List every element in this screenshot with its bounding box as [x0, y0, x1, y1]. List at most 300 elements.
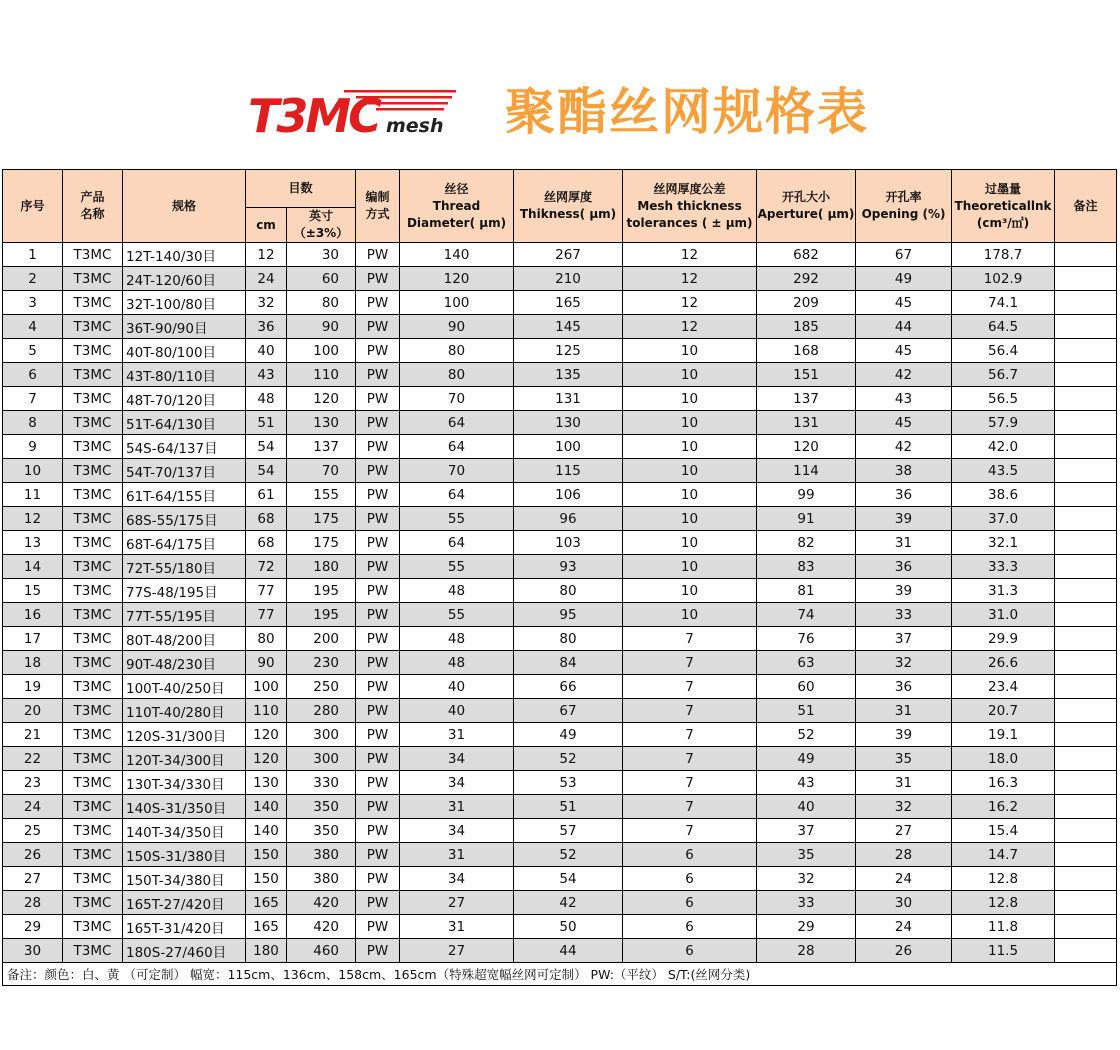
- table-row: [3, 531, 1117, 555]
- cell-opening: 39: [856, 579, 952, 603]
- cell-thickness: 115: [514, 459, 623, 483]
- cell-mesh-inch: 230: [287, 651, 356, 675]
- cell-opening: 49: [856, 267, 952, 291]
- cell-aperture: 151: [757, 363, 856, 387]
- cell-remark: [1055, 387, 1117, 411]
- cell-opening: 42: [856, 435, 952, 459]
- cell-product: T3MC: [63, 531, 123, 555]
- cell-weave: PW: [356, 891, 400, 915]
- col-header-spec: 规格: [123, 170, 246, 243]
- table-row: [3, 843, 1117, 867]
- cell-weave: PW: [356, 627, 400, 651]
- cell-thickness: 131: [514, 387, 623, 411]
- cell-aperture: 32: [757, 867, 856, 891]
- cell-mesh-inch: 200: [287, 627, 356, 651]
- cell-opening: 43: [856, 387, 952, 411]
- cell-thread-diameter: 34: [400, 819, 514, 843]
- cell-aperture: 43: [757, 771, 856, 795]
- cell-aperture: 74: [757, 603, 856, 627]
- logo-suffix-text: mesh: [386, 115, 444, 137]
- cell-remark: [1055, 819, 1117, 843]
- cell-tolerance: 10: [623, 363, 757, 387]
- cell-thickness: 66: [514, 675, 623, 699]
- cell-thickness: 52: [514, 843, 623, 867]
- cell-tolerance: 7: [623, 675, 757, 699]
- cell-ink: 57.9: [952, 411, 1055, 435]
- cell-weave: PW: [356, 723, 400, 747]
- cell-mesh-inch: 175: [287, 507, 356, 531]
- cell-mesh-cm: 120: [246, 747, 287, 771]
- cell-opening: 32: [856, 651, 952, 675]
- cell-remark: [1055, 483, 1117, 507]
- cell-spec: 140S-31/350目: [123, 795, 246, 819]
- table-row: [3, 675, 1117, 699]
- cell-mesh-inch: 175: [287, 531, 356, 555]
- cell-weave: PW: [356, 435, 400, 459]
- cell-thickness: 100: [514, 435, 623, 459]
- cell-mesh-cm: 68: [246, 507, 287, 531]
- cell-tolerance: 10: [623, 387, 757, 411]
- cell-tolerance: 10: [623, 555, 757, 579]
- cell-spec: 120S-31/300目: [123, 723, 246, 747]
- cell-weave: PW: [356, 675, 400, 699]
- cell-no: 16: [3, 603, 63, 627]
- cell-opening: 24: [856, 915, 952, 939]
- cell-aperture: 99: [757, 483, 856, 507]
- cell-product: T3MC: [63, 891, 123, 915]
- cell-no: 1: [3, 243, 63, 267]
- cell-mesh-inch: 137: [287, 435, 356, 459]
- cell-tolerance: 7: [623, 699, 757, 723]
- cell-thickness: 53: [514, 771, 623, 795]
- cell-tolerance: 10: [623, 339, 757, 363]
- cell-thickness: 165: [514, 291, 623, 315]
- cell-opening: 24: [856, 867, 952, 891]
- table-row: [3, 699, 1117, 723]
- cell-thickness: 106: [514, 483, 623, 507]
- cell-spec: 12T-140/30目: [123, 243, 246, 267]
- page-header: [0, 0, 1120, 165]
- cell-ink: 18.0: [952, 747, 1055, 771]
- table-row: [3, 339, 1117, 363]
- cell-product: T3MC: [63, 315, 123, 339]
- cell-spec: 100T-40/250目: [123, 675, 246, 699]
- cell-no: 18: [3, 651, 63, 675]
- cell-spec: 54S-64/137目: [123, 435, 246, 459]
- cell-ink: 29.9: [952, 627, 1055, 651]
- cell-opening: 45: [856, 339, 952, 363]
- cell-opening: 39: [856, 507, 952, 531]
- col-header-thread-diameter: 丝径 Thread Diameter( μm): [400, 170, 514, 243]
- cell-tolerance: 6: [623, 939, 757, 963]
- cell-remark: [1055, 411, 1117, 435]
- cell-thread-diameter: 90: [400, 315, 514, 339]
- table-row: [3, 363, 1117, 387]
- cell-aperture: 131: [757, 411, 856, 435]
- table-row: [3, 771, 1117, 795]
- cell-ink: 43.5: [952, 459, 1055, 483]
- cell-tolerance: 7: [623, 819, 757, 843]
- cell-product: T3MC: [63, 915, 123, 939]
- table-row: [3, 723, 1117, 747]
- table-row: [3, 387, 1117, 411]
- cell-opening: 27: [856, 819, 952, 843]
- cell-weave: PW: [356, 531, 400, 555]
- cell-ink: 33.3: [952, 555, 1055, 579]
- cell-thread-diameter: 55: [400, 555, 514, 579]
- table-row: [3, 459, 1117, 483]
- cell-remark: [1055, 435, 1117, 459]
- table-row: [3, 867, 1117, 891]
- cell-thread-diameter: 34: [400, 747, 514, 771]
- cell-thickness: 54: [514, 867, 623, 891]
- cell-no: 29: [3, 915, 63, 939]
- cell-thread-diameter: 48: [400, 627, 514, 651]
- cell-tolerance: 7: [623, 795, 757, 819]
- table-header: [3, 170, 1117, 243]
- cell-product: T3MC: [63, 867, 123, 891]
- cell-spec: 77T-55/195目: [123, 603, 246, 627]
- cell-thread-diameter: 120: [400, 267, 514, 291]
- cell-aperture: 28: [757, 939, 856, 963]
- cell-mesh-cm: 120: [246, 723, 287, 747]
- cell-no: 3: [3, 291, 63, 315]
- cell-weave: PW: [356, 651, 400, 675]
- cell-aperture: 52: [757, 723, 856, 747]
- cell-ink: 19.1: [952, 723, 1055, 747]
- cell-spec: 140T-34/350目: [123, 819, 246, 843]
- col-header-aperture: 开孔大小 Aperture( μm): [757, 170, 856, 243]
- table-row: [3, 483, 1117, 507]
- cell-remark: [1055, 675, 1117, 699]
- cell-spec: 165T-31/420目: [123, 915, 246, 939]
- cell-weave: PW: [356, 387, 400, 411]
- cell-thickness: 103: [514, 531, 623, 555]
- cell-remark: [1055, 627, 1117, 651]
- cell-product: T3MC: [63, 747, 123, 771]
- cell-thickness: 145: [514, 315, 623, 339]
- cell-spec: 130T-34/330目: [123, 771, 246, 795]
- cell-aperture: 29: [757, 915, 856, 939]
- cell-spec: 40T-80/100目: [123, 339, 246, 363]
- cell-mesh-inch: 180: [287, 555, 356, 579]
- cell-thread-diameter: 31: [400, 915, 514, 939]
- cell-ink: 42.0: [952, 435, 1055, 459]
- cell-remark: [1055, 459, 1117, 483]
- cell-weave: PW: [356, 699, 400, 723]
- cell-product: T3MC: [63, 771, 123, 795]
- cell-tolerance: 10: [623, 507, 757, 531]
- cell-spec: 72T-55/180目: [123, 555, 246, 579]
- cell-mesh-inch: 300: [287, 747, 356, 771]
- brand-logo-graphic: [248, 86, 458, 142]
- cell-aperture: 185: [757, 315, 856, 339]
- cell-opening: 28: [856, 843, 952, 867]
- cell-weave: PW: [356, 867, 400, 891]
- cell-thread-diameter: 55: [400, 603, 514, 627]
- cell-remark: [1055, 243, 1117, 267]
- cell-opening: 45: [856, 291, 952, 315]
- cell-mesh-inch: 250: [287, 675, 356, 699]
- spec-table: [2, 169, 1117, 986]
- cell-thickness: 57: [514, 819, 623, 843]
- cell-spec: 36T-90/90目: [123, 315, 246, 339]
- cell-weave: PW: [356, 555, 400, 579]
- cell-product: T3MC: [63, 507, 123, 531]
- cell-tolerance: 12: [623, 291, 757, 315]
- cell-thread-diameter: 34: [400, 771, 514, 795]
- cell-mesh-cm: 100: [246, 675, 287, 699]
- cell-aperture: 33: [757, 891, 856, 915]
- cell-no: 9: [3, 435, 63, 459]
- cell-aperture: 37: [757, 819, 856, 843]
- cell-ink: 16.3: [952, 771, 1055, 795]
- cell-mesh-inch: 60: [287, 267, 356, 291]
- cell-tolerance: 7: [623, 771, 757, 795]
- cell-ink: 26.6: [952, 651, 1055, 675]
- cell-aperture: 292: [757, 267, 856, 291]
- table-row: [3, 291, 1117, 315]
- cell-tolerance: 6: [623, 915, 757, 939]
- cell-weave: PW: [356, 291, 400, 315]
- cell-remark: [1055, 651, 1117, 675]
- cell-aperture: 209: [757, 291, 856, 315]
- cell-tolerance: 12: [623, 315, 757, 339]
- cell-ink: 11.8: [952, 915, 1055, 939]
- cell-mesh-inch: 80: [287, 291, 356, 315]
- cell-ink: 56.4: [952, 339, 1055, 363]
- cell-mesh-cm: 68: [246, 531, 287, 555]
- table-row: [3, 747, 1117, 771]
- cell-ink: 12.8: [952, 891, 1055, 915]
- cell-tolerance: 10: [623, 579, 757, 603]
- cell-mesh-inch: 70: [287, 459, 356, 483]
- cell-mesh-inch: 30: [287, 243, 356, 267]
- cell-no: 6: [3, 363, 63, 387]
- cell-aperture: 63: [757, 651, 856, 675]
- cell-no: 11: [3, 483, 63, 507]
- col-header-thickness-tolerance: 丝网厚度公差 Mesh thickness tolerances ( ± μm): [623, 170, 757, 243]
- table-row: [3, 411, 1117, 435]
- cell-mesh-cm: 32: [246, 291, 287, 315]
- cell-remark: [1055, 603, 1117, 627]
- cell-product: T3MC: [63, 627, 123, 651]
- cell-no: 23: [3, 771, 63, 795]
- cell-mesh-inch: 100: [287, 339, 356, 363]
- cell-no: 25: [3, 819, 63, 843]
- cell-no: 7: [3, 387, 63, 411]
- cell-opening: 36: [856, 555, 952, 579]
- cell-weave: PW: [356, 363, 400, 387]
- table-row: [3, 819, 1117, 843]
- cell-tolerance: 10: [623, 459, 757, 483]
- cell-thickness: 135: [514, 363, 623, 387]
- cell-tolerance: 6: [623, 891, 757, 915]
- cell-thread-diameter: 31: [400, 843, 514, 867]
- cell-remark: [1055, 531, 1117, 555]
- cell-tolerance: 7: [623, 651, 757, 675]
- cell-opening: 38: [856, 459, 952, 483]
- table-row: [3, 507, 1117, 531]
- cell-spec: 80T-48/200目: [123, 627, 246, 651]
- cell-weave: PW: [356, 483, 400, 507]
- cell-thread-diameter: 140: [400, 243, 514, 267]
- cell-opening: 26: [856, 939, 952, 963]
- cell-thread-diameter: 64: [400, 483, 514, 507]
- cell-tolerance: 7: [623, 627, 757, 651]
- cell-weave: PW: [356, 939, 400, 963]
- cell-spec: 68T-64/175目: [123, 531, 246, 555]
- cell-no: 20: [3, 699, 63, 723]
- cell-no: 2: [3, 267, 63, 291]
- cell-thread-diameter: 70: [400, 459, 514, 483]
- cell-mesh-inch: 90: [287, 315, 356, 339]
- cell-mesh-inch: 120: [287, 387, 356, 411]
- cell-product: T3MC: [63, 267, 123, 291]
- logo-brand-text: T3MC: [248, 89, 379, 142]
- table-row: [3, 939, 1117, 963]
- col-header-mesh-inch: 英寸 （±3%）: [287, 208, 356, 243]
- cell-weave: PW: [356, 603, 400, 627]
- cell-spec: 54T-70/137目: [123, 459, 246, 483]
- cell-weave: PW: [356, 315, 400, 339]
- cell-remark: [1055, 939, 1117, 963]
- cell-no: 13: [3, 531, 63, 555]
- cell-remark: [1055, 267, 1117, 291]
- cell-no: 8: [3, 411, 63, 435]
- cell-aperture: 91: [757, 507, 856, 531]
- cell-product: T3MC: [63, 387, 123, 411]
- cell-mesh-inch: 195: [287, 603, 356, 627]
- cell-thread-diameter: 64: [400, 435, 514, 459]
- cell-aperture: 82: [757, 531, 856, 555]
- cell-spec: 43T-80/110目: [123, 363, 246, 387]
- cell-thread-diameter: 80: [400, 363, 514, 387]
- cell-product: T3MC: [63, 243, 123, 267]
- cell-mesh-inch: 350: [287, 819, 356, 843]
- cell-weave: PW: [356, 819, 400, 843]
- cell-mesh-inch: 380: [287, 843, 356, 867]
- cell-remark: [1055, 339, 1117, 363]
- cell-aperture: 114: [757, 459, 856, 483]
- cell-ink: 16.2: [952, 795, 1055, 819]
- cell-mesh-cm: 150: [246, 867, 287, 891]
- cell-product: T3MC: [63, 435, 123, 459]
- cell-product: T3MC: [63, 819, 123, 843]
- cell-thread-diameter: 27: [400, 891, 514, 915]
- cell-thread-diameter: 34: [400, 867, 514, 891]
- cell-opening: 32: [856, 795, 952, 819]
- cell-tolerance: 10: [623, 411, 757, 435]
- cell-opening: 31: [856, 531, 952, 555]
- cell-thread-diameter: 100: [400, 291, 514, 315]
- cell-opening: 44: [856, 315, 952, 339]
- cell-product: T3MC: [63, 939, 123, 963]
- cell-mesh-cm: 140: [246, 819, 287, 843]
- cell-remark: [1055, 723, 1117, 747]
- cell-product: T3MC: [63, 603, 123, 627]
- cell-ink: 178.7: [952, 243, 1055, 267]
- cell-product: T3MC: [63, 843, 123, 867]
- cell-product: T3MC: [63, 723, 123, 747]
- cell-spec: 110T-40/280目: [123, 699, 246, 723]
- cell-thickness: 44: [514, 939, 623, 963]
- cell-tolerance: 7: [623, 723, 757, 747]
- cell-mesh-inch: 460: [287, 939, 356, 963]
- cell-no: 27: [3, 867, 63, 891]
- cell-product: T3MC: [63, 339, 123, 363]
- cell-mesh-cm: 51: [246, 411, 287, 435]
- cell-remark: [1055, 747, 1117, 771]
- cell-thickness: 42: [514, 891, 623, 915]
- cell-thickness: 84: [514, 651, 623, 675]
- table-row: [3, 627, 1117, 651]
- col-header-thickness: 丝网厚度 Thikness( μm): [514, 170, 623, 243]
- cell-tolerance: 12: [623, 243, 757, 267]
- cell-spec: 48T-70/120目: [123, 387, 246, 411]
- brand-logo: [248, 86, 458, 142]
- cell-remark: [1055, 867, 1117, 891]
- col-header-mesh-cm: cm: [246, 208, 287, 243]
- cell-spec: 32T-100/80目: [123, 291, 246, 315]
- cell-thread-diameter: 64: [400, 531, 514, 555]
- cell-product: T3MC: [63, 651, 123, 675]
- cell-ink: 20.7: [952, 699, 1055, 723]
- cell-product: T3MC: [63, 795, 123, 819]
- cell-thread-diameter: 80: [400, 339, 514, 363]
- cell-thickness: 51: [514, 795, 623, 819]
- cell-spec: 165T-27/420目: [123, 891, 246, 915]
- cell-spec: 150S-31/380目: [123, 843, 246, 867]
- cell-product: T3MC: [63, 675, 123, 699]
- cell-opening: 36: [856, 483, 952, 507]
- cell-weave: PW: [356, 843, 400, 867]
- cell-mesh-cm: 54: [246, 435, 287, 459]
- cell-aperture: 51: [757, 699, 856, 723]
- cell-weave: PW: [356, 507, 400, 531]
- cell-no: 10: [3, 459, 63, 483]
- cell-thickness: 52: [514, 747, 623, 771]
- cell-opening: 45: [856, 411, 952, 435]
- cell-product: T3MC: [63, 459, 123, 483]
- cell-remark: [1055, 795, 1117, 819]
- cell-no: 26: [3, 843, 63, 867]
- cell-product: T3MC: [63, 483, 123, 507]
- cell-aperture: 137: [757, 387, 856, 411]
- cell-mesh-inch: 110: [287, 363, 356, 387]
- cell-mesh-cm: 77: [246, 579, 287, 603]
- page-title: 聚酯丝网规格表: [505, 83, 869, 141]
- cell-thread-diameter: 40: [400, 675, 514, 699]
- cell-mesh-cm: 165: [246, 891, 287, 915]
- cell-ink: 32.1: [952, 531, 1055, 555]
- cell-remark: [1055, 363, 1117, 387]
- cell-mesh-cm: 12: [246, 243, 287, 267]
- cell-thickness: 80: [514, 627, 623, 651]
- cell-aperture: 60: [757, 675, 856, 699]
- cell-mesh-inch: 155: [287, 483, 356, 507]
- cell-mesh-cm: 165: [246, 915, 287, 939]
- table-row: [3, 267, 1117, 291]
- cell-ink: 56.7: [952, 363, 1055, 387]
- cell-ink: 31.0: [952, 603, 1055, 627]
- cell-mesh-inch: 380: [287, 867, 356, 891]
- cell-mesh-cm: 130: [246, 771, 287, 795]
- table-row: [3, 315, 1117, 339]
- cell-mesh-cm: 150: [246, 843, 287, 867]
- cell-thread-diameter: 40: [400, 699, 514, 723]
- cell-opening: 31: [856, 771, 952, 795]
